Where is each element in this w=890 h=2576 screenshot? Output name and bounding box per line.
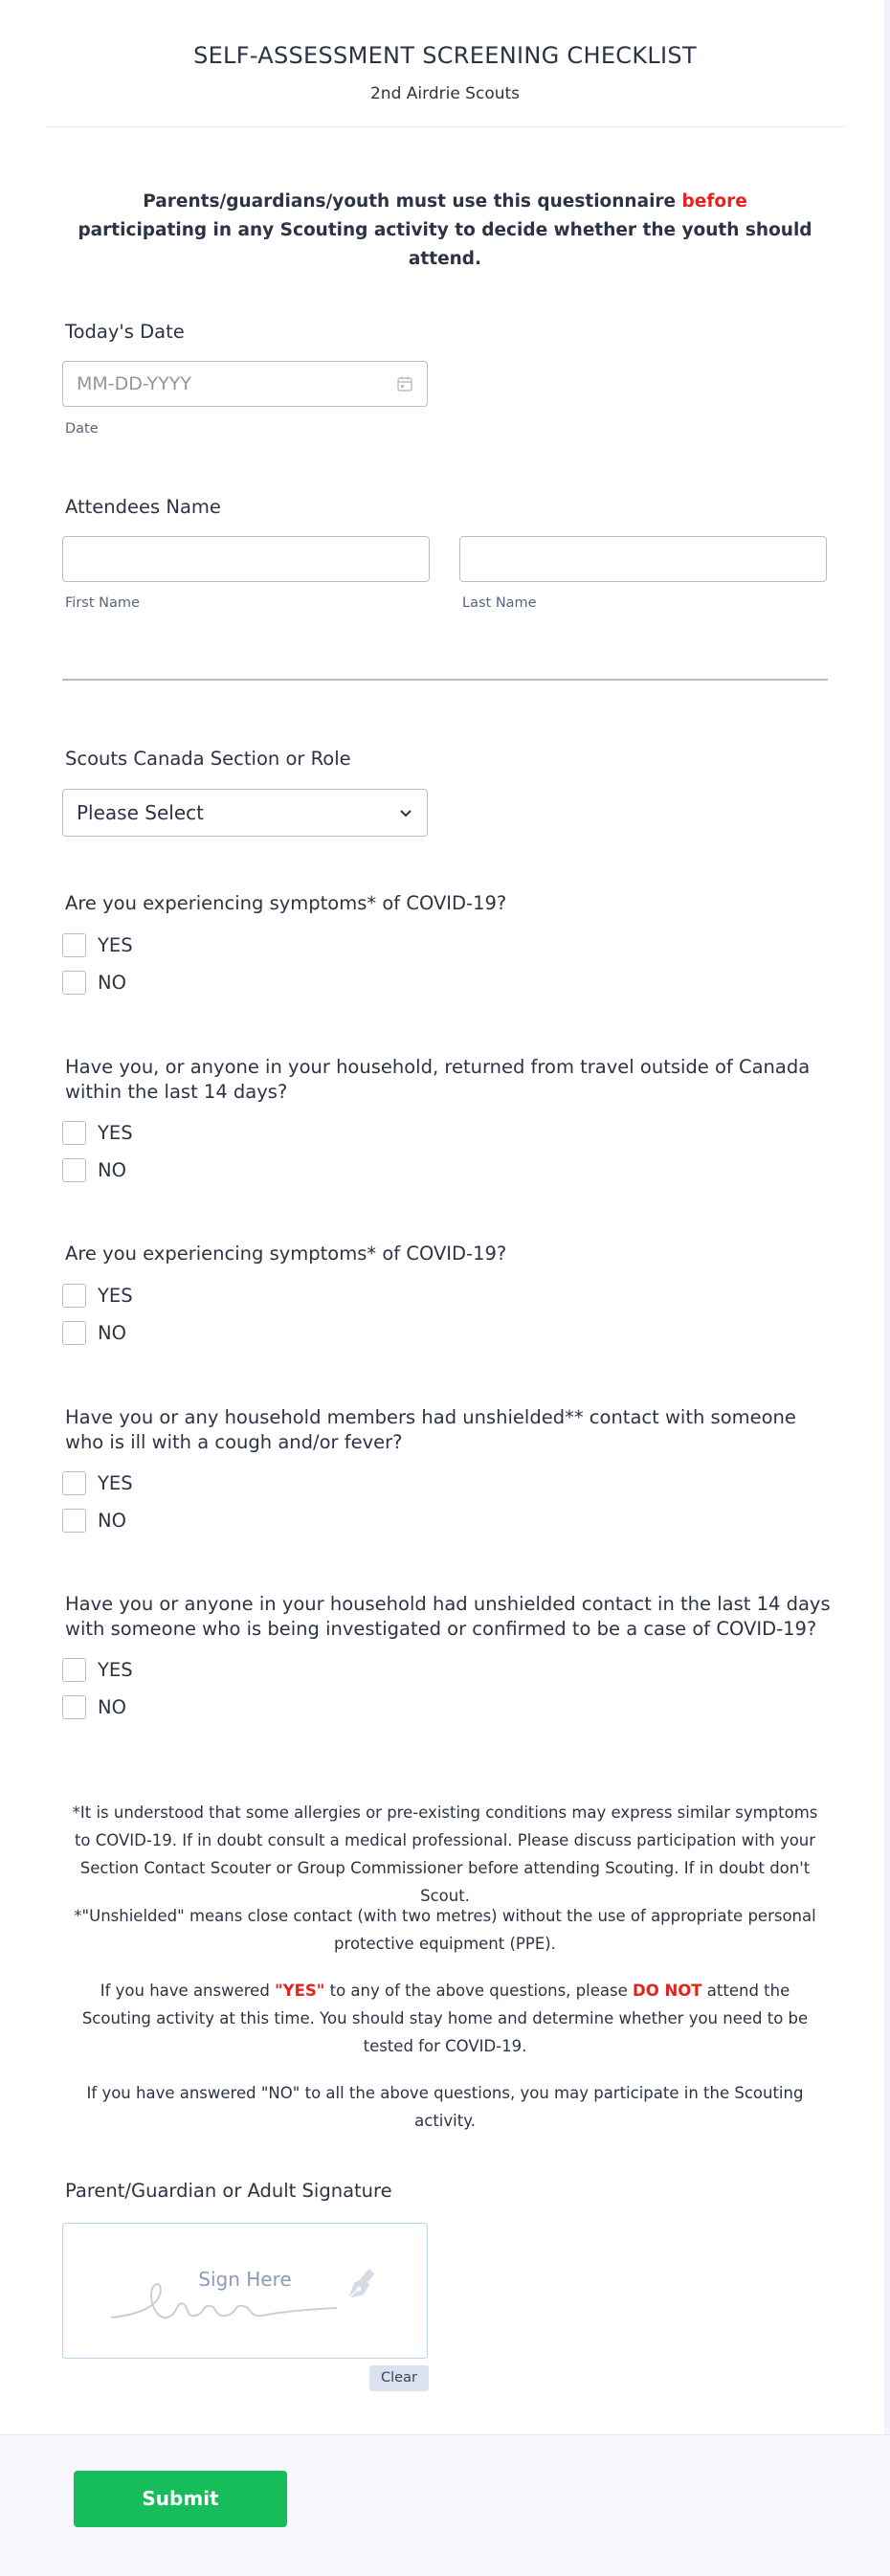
q5-yes-label: YES bbox=[98, 1658, 133, 1681]
q4-yes-label: YES bbox=[98, 1471, 133, 1494]
checkbox[interactable] bbox=[62, 1695, 86, 1719]
q2-no-option[interactable] bbox=[62, 1157, 126, 1182]
checkbox[interactable] bbox=[62, 1471, 86, 1495]
name-label: Attendees Name bbox=[65, 496, 221, 518]
note-unshielded: *"Unshielded" means close contact (with two metres) without the use of appropriate personal protective equipment (PPE). bbox=[74, 1907, 816, 1953]
submit-button[interactable]: Submit bbox=[74, 2471, 287, 2527]
checkbox[interactable] bbox=[62, 1321, 86, 1345]
checkbox[interactable] bbox=[62, 1121, 86, 1145]
q5-no-option[interactable] bbox=[62, 1694, 126, 1719]
q1-no-option[interactable] bbox=[62, 970, 126, 995]
chevron-down-icon bbox=[398, 805, 413, 820]
date-label: Today's Date bbox=[65, 321, 185, 343]
question-4: Have you or any household members had unshielded** contact with someone who is ill with a cough and/or fever? bbox=[65, 1406, 796, 1453]
date-placeholder: MM-DD-YYYY bbox=[77, 373, 191, 394]
date-sublabel: Date bbox=[65, 421, 99, 437]
question-1: Are you experiencing symptoms* of COVID-19? bbox=[65, 892, 507, 914]
checkbox[interactable] bbox=[62, 1284, 86, 1308]
question-2: Have you, or anyone in your household, returned from travel outside of Canada within the last 14 days? bbox=[65, 1056, 811, 1103]
intro-text bbox=[77, 188, 813, 274]
intro-highlight: before bbox=[681, 191, 747, 212]
checkbox[interactable] bbox=[62, 1509, 86, 1533]
pen-icon bbox=[341, 2266, 379, 2304]
calendar-icon[interactable] bbox=[396, 375, 413, 392]
signature-label: Parent/Guardian or Adult Signature bbox=[65, 2180, 392, 2202]
signature-pad[interactable] bbox=[62, 2223, 428, 2359]
q5-no-label: NO bbox=[98, 1695, 126, 1718]
date-input[interactable] bbox=[62, 361, 428, 407]
header-divider bbox=[46, 126, 846, 127]
first-name-sublabel: First Name bbox=[65, 595, 140, 611]
q2-no-label: NO bbox=[98, 1158, 126, 1181]
q3-yes-option[interactable] bbox=[62, 1283, 133, 1308]
q5-yes-option[interactable] bbox=[62, 1657, 133, 1682]
q1-yes-label: YES bbox=[98, 933, 133, 956]
note-no-answer: If you have answered "NO" to all the above questions, you may participate in the Scouting activity. bbox=[86, 2084, 804, 2130]
q4-no-label: NO bbox=[98, 1509, 126, 1532]
question-3: Are you experiencing symptoms* of COVID-19? bbox=[65, 1243, 507, 1265]
q4-no-option[interactable] bbox=[62, 1508, 126, 1533]
section-selected-value: Please Select bbox=[77, 801, 204, 824]
q3-yes-label: YES bbox=[98, 1284, 133, 1307]
q3-no-label: NO bbox=[98, 1321, 126, 1344]
checkbox[interactable] bbox=[62, 933, 86, 957]
note-allergies: *It is understood that some allergies or pre-existing conditions may express similar symptoms to COVID-19. If in doubt consult a medical professional. Please discuss participation with your Section Contact Scouter or Group Commissioner before attending Scouting. If in doubt don't Scout. bbox=[72, 1803, 818, 1905]
q1-no-label: NO bbox=[98, 971, 126, 994]
form-title: SELF-ASSESSMENT SCREENING CHECKLIST bbox=[193, 42, 697, 69]
clear-signature-button[interactable]: Clear bbox=[369, 2365, 429, 2391]
section-select[interactable] bbox=[62, 789, 428, 837]
note-yes-highlight: "YES" bbox=[275, 1982, 325, 2000]
last-name-input[interactable] bbox=[459, 536, 827, 582]
first-name-input[interactable] bbox=[62, 536, 430, 582]
form-subtitle: 2nd Airdrie Scouts bbox=[369, 84, 521, 103]
q2-yes-option[interactable] bbox=[62, 1120, 133, 1145]
intro-part2: participating in any Scouting activity to decide whether the youth should attend. bbox=[78, 220, 812, 269]
scrollbar-track bbox=[884, 0, 890, 2576]
signature-placeholder: Sign Here bbox=[198, 2268, 292, 2291]
last-name-sublabel: Last Name bbox=[462, 595, 537, 611]
q4-yes-option[interactable] bbox=[62, 1470, 133, 1495]
checkbox[interactable] bbox=[62, 1658, 86, 1682]
note-do-not-highlight: DO NOT bbox=[633, 1982, 702, 2000]
checkbox[interactable] bbox=[62, 971, 86, 995]
section-label: Scouts Canada Section or Role bbox=[65, 748, 351, 770]
checkbox[interactable] bbox=[62, 1158, 86, 1182]
section-divider bbox=[62, 679, 828, 681]
note-yes-answer bbox=[65, 1977, 825, 2060]
note-yes-part2: to any of the above questions, please bbox=[324, 1982, 633, 2000]
note-yes-part1: If you have answered bbox=[100, 1982, 276, 2000]
question-5: Have you or anyone in your household had unshielded contact in the last 14 days with someone who is being investigated or confirmed to be a case of COVID-19? bbox=[65, 1593, 831, 1640]
q3-no-option[interactable] bbox=[62, 1320, 126, 1345]
q1-yes-option[interactable] bbox=[62, 932, 133, 957]
intro-part1: Parents/guardians/youth must use this questionnaire bbox=[143, 191, 682, 212]
note-yes-part3: attend the Scouting activity at this time. You should stay home and determine whether you need to be tested for COVID-19. bbox=[81, 1982, 809, 2055]
q2-yes-label: YES bbox=[98, 1121, 133, 1144]
